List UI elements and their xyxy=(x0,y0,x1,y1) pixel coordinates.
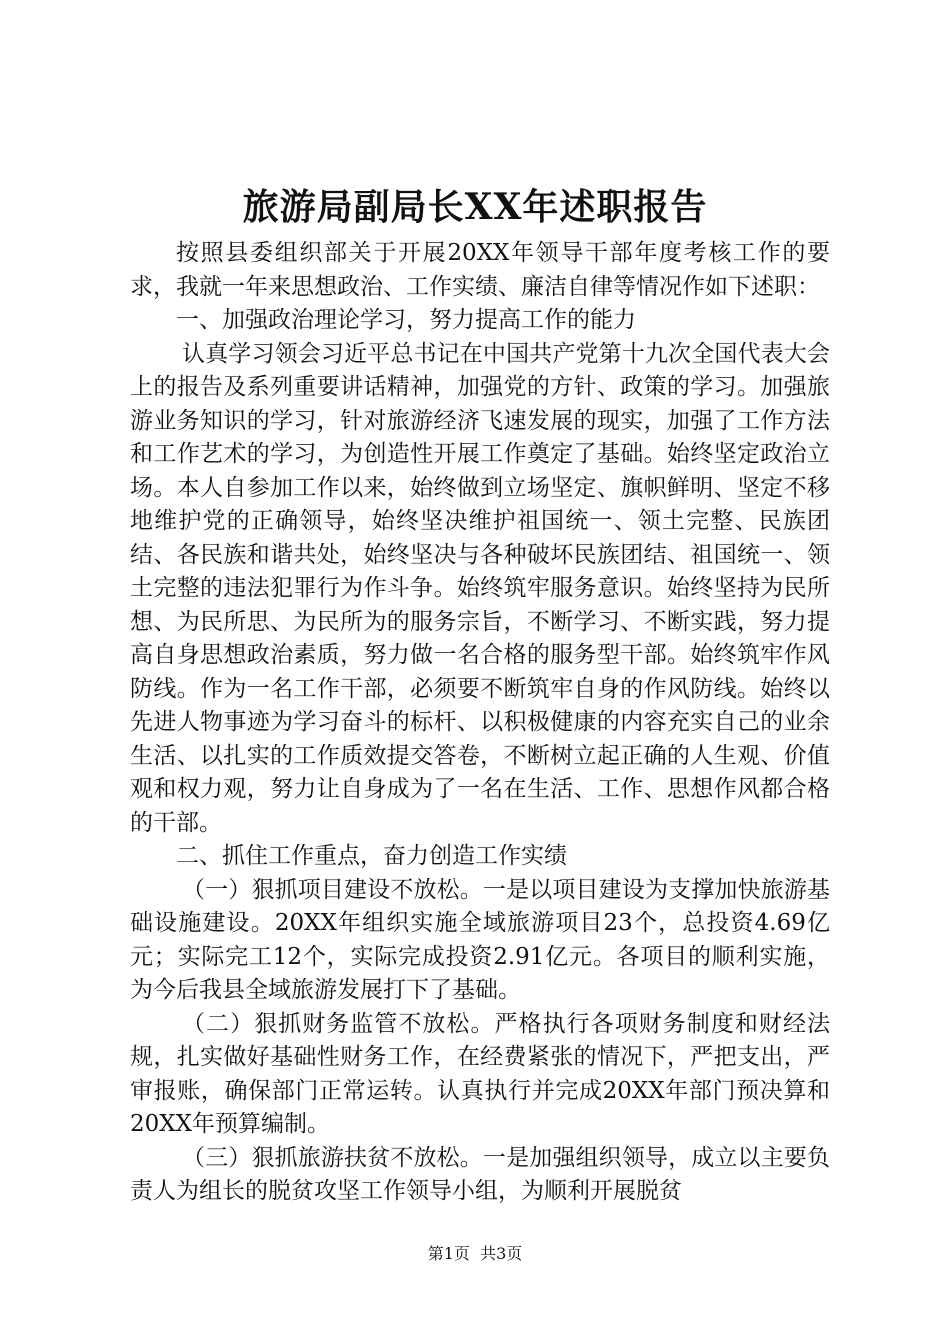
section-2-item-2: （二）狠抓财务监管不放松。严格执行各项财务制度和财经法规，扎实做好基础性财务工作，在经费紧张的情况下，严把支出，严审报账，确保部门正常运转。认真执行并完成20XX年部门预决算和20XX年预算编制。 xyxy=(130,1010,830,1137)
intro-paragraph: 按照县委组织部关于开展20XX年领导干部年度考核工作的要求，我就一年来思想政治、工作实绩、廉洁自律等情况作如下述职： xyxy=(130,240,830,300)
document-title: 旅游局副局长XX年述职报告 xyxy=(242,186,708,228)
page-number: 第1页 xyxy=(427,1244,470,1263)
section-2-item-3: （三）狠抓旅游扶贫不放松。一是加强组织领导，成立以主要负责人为组长的脱贫攻坚工作领导小组，为顺利开展脱贫 xyxy=(130,1144,830,1204)
section-heading-1: 一、加强政治理论学习，努力提高工作的能力 xyxy=(176,307,636,333)
document-body xyxy=(130,237,830,1209)
section-2-item-1: （一）狠抓项目建设不放松。一是以项目建设为支撑加快旅游基础设施建设。20XX年组织实施全域旅游项目23个，总投资4.69亿元；实际完工12个，实际完成投资2.91亿元。各项目的顺利实施，为今后我县全域旅游发展打下了基础。 xyxy=(130,876,830,1003)
section-1-paragraph: 认真学习领会习近平总书记在中国共产党第十九次全国代表大会上的报告及系列重要讲话精神，加强党的方针、政策的学习。加强旅游业务知识的学习，针对旅游经济飞速发展的现实，加强了工作方法和工作艺术的学习，为创造性开展工作奠定了基础。始终坚定政治立场。本人自参加工作以来，始终做到立场坚定、旗帜鲜明、坚定不移地维护党的正确领导，始终坚决维护祖国统一、领土完整、民族团结、各民族和谐共处，始终坚决与各种破坏民族团结、祖国统一、领土完整的违法犯罪行为作斗争。始终筑牢服务意识。始终坚持为民所想、为民所思、为民所为的服务宗旨，不断学习、不断实践，努力提高自身思想政治素质，努力做一名合格的服务型干部。始终筑牢作风防线。作为一名工作干部，必须要不断筑牢自身的作风防线。始终以先进人物事迹为学习奋斗的标杆、以积极健康的内容充实自己的业余生活、以扎实的工作质效提交答卷，不断树立起正确的人生观、价值观和权力观，努力让自身成为了一名在生活、工作、思想作风都合格的干部。 xyxy=(130,340,830,836)
page-footer xyxy=(0,1244,950,1264)
section-heading-2: 二、抓住工作重点，奋力创造工作实绩 xyxy=(176,843,567,869)
page-total: 共3页 xyxy=(480,1244,523,1263)
